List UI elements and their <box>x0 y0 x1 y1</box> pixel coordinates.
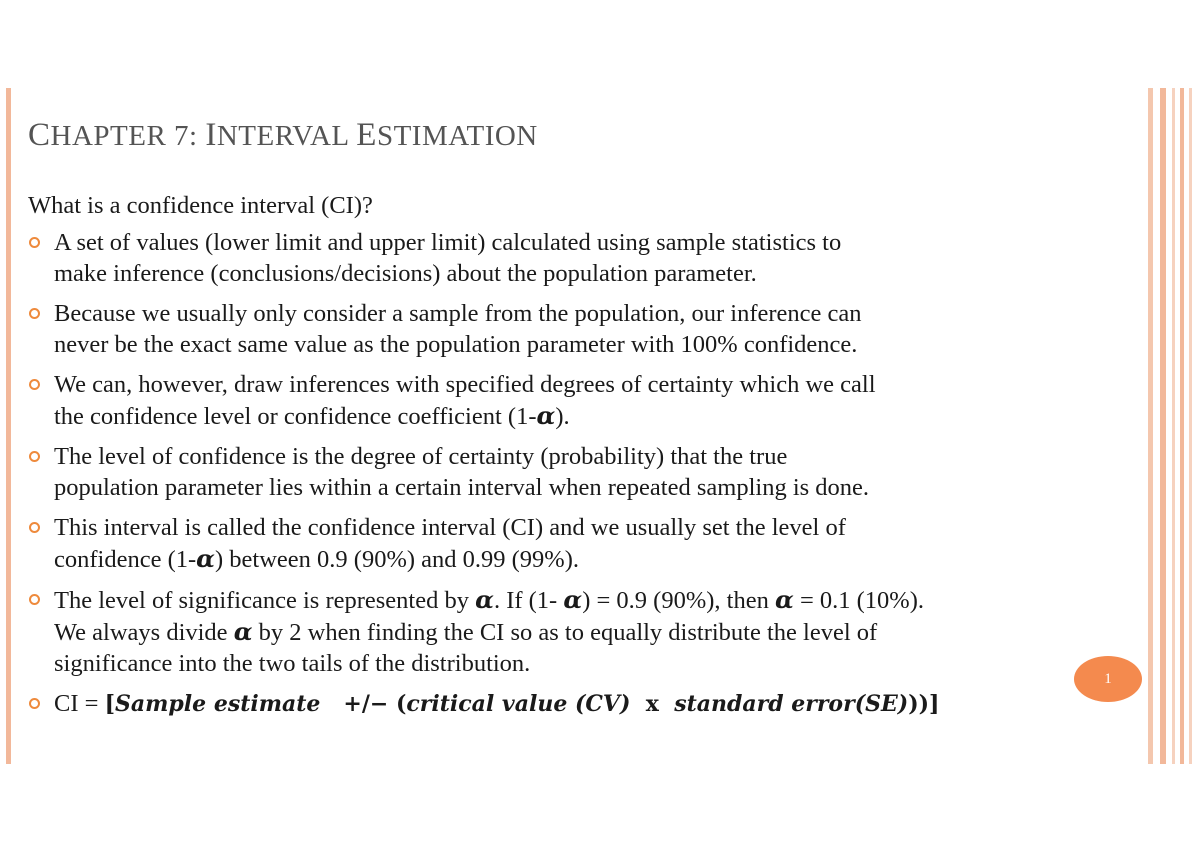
text-segment: by 2 when finding the CI so as to equally distribute the level of <box>252 619 878 646</box>
bullet-item <box>28 298 1143 360</box>
bullet-item <box>28 227 1143 289</box>
right-decorative-bar <box>1160 88 1166 764</box>
text-segment: We always divide <box>54 619 234 646</box>
right-decorative-bar <box>1148 88 1153 764</box>
title-initial: I <box>205 117 217 153</box>
formula-paren: ( <box>395 691 407 717</box>
title-initial: E <box>356 117 377 153</box>
left-decorative-bar <box>6 88 11 764</box>
bullet-text <box>54 616 1143 648</box>
right-decorative-bar <box>1172 88 1175 764</box>
page-number-badge: 1 <box>1074 656 1142 702</box>
alpha-symbol: α <box>536 401 556 430</box>
formula-cv: (CV) <box>575 691 631 717</box>
formula-body <box>105 691 940 717</box>
alpha-symbol: α <box>563 585 583 614</box>
bullet-text <box>54 400 1143 432</box>
bullet-item <box>28 441 1143 503</box>
bullet-item-formula <box>28 688 1143 720</box>
formula-sample-estimate: Sample estimate <box>115 691 321 717</box>
bullet-text: make inference (conclusions/decisions) about the population parameter. <box>54 260 757 287</box>
text-segment: ) between 0.9 (90%) and 0.99 (99%). <box>215 546 579 573</box>
alpha-symbol: α <box>233 617 253 646</box>
title-text: HAPTER 7: <box>50 120 206 152</box>
bullet-icon <box>29 237 40 248</box>
formula-bracket: [ <box>104 691 115 717</box>
ci-formula <box>54 688 1143 720</box>
title-text: STIMATION <box>376 120 538 152</box>
bullet-icon <box>29 451 40 462</box>
bullet-text: We can, however, draw inferences with specified degrees of certainty which we call <box>54 371 876 398</box>
bullet-text: Because we usually only consider a sample from the population, our inference can <box>54 300 862 327</box>
right-decorative-bar <box>1189 88 1192 764</box>
text-segment: = 0.1 (10%). <box>793 587 924 614</box>
text-segment: The level of significance is represented by <box>54 587 476 614</box>
bullet-icon <box>29 698 40 709</box>
question-heading: What is a confidence interval (CI)? <box>28 192 373 219</box>
text-segment: ). <box>555 403 570 430</box>
text-segment: confidence (1- <box>54 546 197 573</box>
formula-standard-error: standard error(SE) <box>674 691 909 717</box>
formula-critical-value: critical value <box>406 691 568 717</box>
bullet-text <box>54 543 1143 575</box>
alpha-symbol: α <box>196 544 216 573</box>
text-segment: ) = 0.9 (90%), then <box>582 587 775 614</box>
formula-bracket: ))] <box>908 691 940 717</box>
bullet-text: never be the exact same value as the population parameter with 100% confidence. <box>54 331 858 358</box>
alpha-symbol: α <box>774 585 794 614</box>
bullet-text: population parameter lies within a certain interval when repeated sampling is done. <box>54 474 870 501</box>
bullet-text <box>54 584 1143 616</box>
slide-content <box>28 190 1143 729</box>
bullet-list <box>28 227 1143 720</box>
alpha-symbol: α <box>475 585 494 614</box>
slide-title <box>28 117 538 154</box>
title-initial: C <box>28 117 51 153</box>
title-text: NTERVAL <box>216 120 357 152</box>
bullet-text: The level of confidence is the degree of certainty (probability) that the true <box>54 443 788 470</box>
text-segment: . If (1- <box>493 587 564 614</box>
bullet-item <box>28 369 1143 432</box>
bullet-icon <box>29 594 40 605</box>
formula-prefix: CI = <box>54 690 105 717</box>
text-segment: the confidence level or confidence coefficient (1- <box>54 403 537 430</box>
formula-plus-minus: +/− <box>343 691 389 717</box>
bullet-text: This interval is called the confidence interval (CI) and we usually set the level of <box>54 514 846 541</box>
bullet-icon <box>29 308 40 319</box>
bullet-icon <box>29 379 40 390</box>
bullet-text: A set of values (lower limit and upper limit) calculated using sample statistics to <box>54 229 842 256</box>
bullet-icon <box>29 522 40 533</box>
bullet-item <box>28 584 1143 679</box>
formula-times: x <box>645 691 659 717</box>
right-decorative-bar <box>1180 88 1184 764</box>
bullet-text: significance into the two tails of the distribution. <box>54 650 531 677</box>
bullet-item <box>28 512 1143 575</box>
